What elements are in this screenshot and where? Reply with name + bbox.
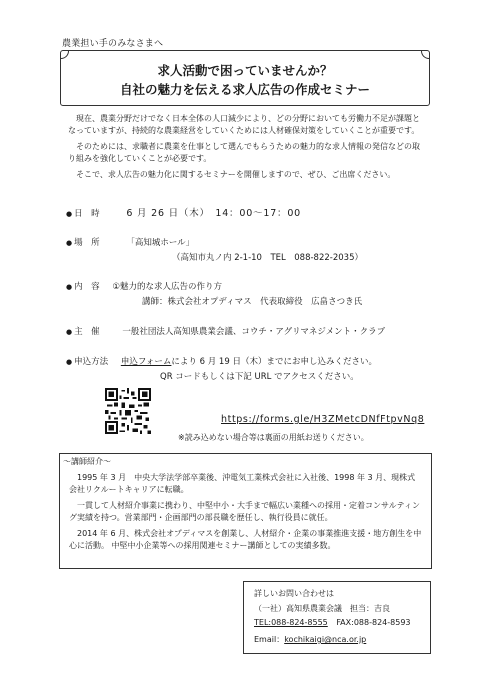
lecturer: 講師：株式会社オプディマス 代表取締役 広畠さつき氏 bbox=[142, 297, 363, 307]
venue-address: （高知市丸ノ内 2-1-10 TEL 088-822-2035） bbox=[172, 253, 363, 263]
contact-email-label: Email： bbox=[254, 635, 285, 644]
organizer-label: 主 催 bbox=[74, 327, 100, 337]
banner-title-line1: 求人活動で困っていませんか？ bbox=[157, 63, 333, 78]
apply-row bbox=[66, 355, 377, 367]
form-url-link[interactable]: https://forms.gle/H3ZMetcDNfFtpvNq8 bbox=[221, 414, 425, 425]
contact-phone-line bbox=[254, 618, 411, 627]
greeting: 農業担い手のみなさまへ bbox=[62, 39, 164, 49]
profile-paragraph-1: 1995 年 3 月 中央大学法学部卒業後、沖電気工業株式会社に入社後、1998 年 3 月、現株式会社リクルートキャリアに転職。 bbox=[69, 473, 416, 494]
banner-title-line2: 自社の魅力を伝える求人広告の作成セミナー bbox=[119, 82, 370, 97]
apply-label: 申込方法 bbox=[74, 357, 109, 367]
bullet-icon bbox=[66, 327, 74, 337]
venue-label: 場 所 bbox=[74, 238, 100, 248]
contact-box bbox=[243, 581, 431, 654]
contact-title: 詳しいお問い合わせは bbox=[254, 589, 334, 598]
venue-name: 「高知城ホール」 bbox=[126, 238, 195, 248]
date-value: 6 月 26 日（木） 14：00～17：00 bbox=[126, 208, 302, 219]
apply-note: ※読み込めない場合等は裏面の用紙お送りください。 bbox=[178, 433, 369, 442]
qr-code-icon[interactable] bbox=[105, 388, 151, 434]
intro-paragraph-2: そのためには、求職者に農業を仕事として選んでもらうための魅力的な求人情報の発信などの取り組みを強化していくことが必要です。 bbox=[68, 142, 420, 163]
title-banner bbox=[60, 50, 430, 106]
contact-email[interactable]: kochikaigi@nca.or.jp bbox=[284, 635, 367, 644]
bullet-icon bbox=[66, 209, 74, 219]
venue-row bbox=[66, 236, 194, 248]
content-row bbox=[66, 280, 222, 292]
bullet-icon bbox=[66, 357, 74, 367]
date-row bbox=[66, 205, 301, 219]
apply-line2: QR コードもしくは下記 URL でアクセスください。 bbox=[160, 372, 359, 382]
apply-text: により 6 月 19 日（木）までにお申し込みください。 bbox=[171, 357, 377, 367]
organizer-row bbox=[66, 325, 385, 337]
content-item: ①魅力的な求人広告の作り方 bbox=[112, 282, 222, 292]
bullet-icon bbox=[66, 282, 74, 292]
organizer-value: 一般社団法人高知県農業会議、コウチ・アグリマネジメント・クラブ bbox=[122, 327, 386, 337]
date-label: 日 時 bbox=[74, 209, 100, 219]
contact-org: （一社）高知県農業会議 担当：吉良 bbox=[254, 604, 390, 613]
apply-form-link[interactable]: 申込フォーム bbox=[120, 357, 172, 367]
contact-email-line bbox=[254, 634, 366, 645]
content-label: 内 容 bbox=[74, 282, 100, 292]
intro-paragraph-1: 現在、農業分野だけでなく日本全体の人口減少により、どの分野においても労働力不足が課題となっていますが、持続的な農業経営をしていくためには人材確保対策をしていくことが重要です。 bbox=[68, 114, 420, 135]
profile-paragraph-3: 2014 年 6 月、株式会社オプディマスを創業し、人材紹介・企業の事業推進支援・地方創生を中心に活動。 中堅中小企業等への採用関連セミナー講師としての実績多数。 bbox=[69, 529, 422, 550]
profile-paragraph-2: 一貫して人材紹介事業に携わり、中堅中小・大手まで幅広い業種への採用・定着コンサルティング実績を持つ。営業部門・企画部門の部長職を歴任し、執行役員に就任。 bbox=[69, 501, 420, 522]
profile-heading: ～講師紹介～ bbox=[63, 457, 111, 466]
contact-tel[interactable]: TEL:088-824-8555 bbox=[254, 618, 328, 627]
bullet-icon bbox=[66, 238, 74, 248]
intro-paragraph-3: そこで、求人広告の魅力化に関するセミナーを開催しますので、ぜひ、ご出席ください。 bbox=[76, 170, 396, 179]
contact-fax: FAX:088-824-8593 bbox=[336, 618, 411, 627]
